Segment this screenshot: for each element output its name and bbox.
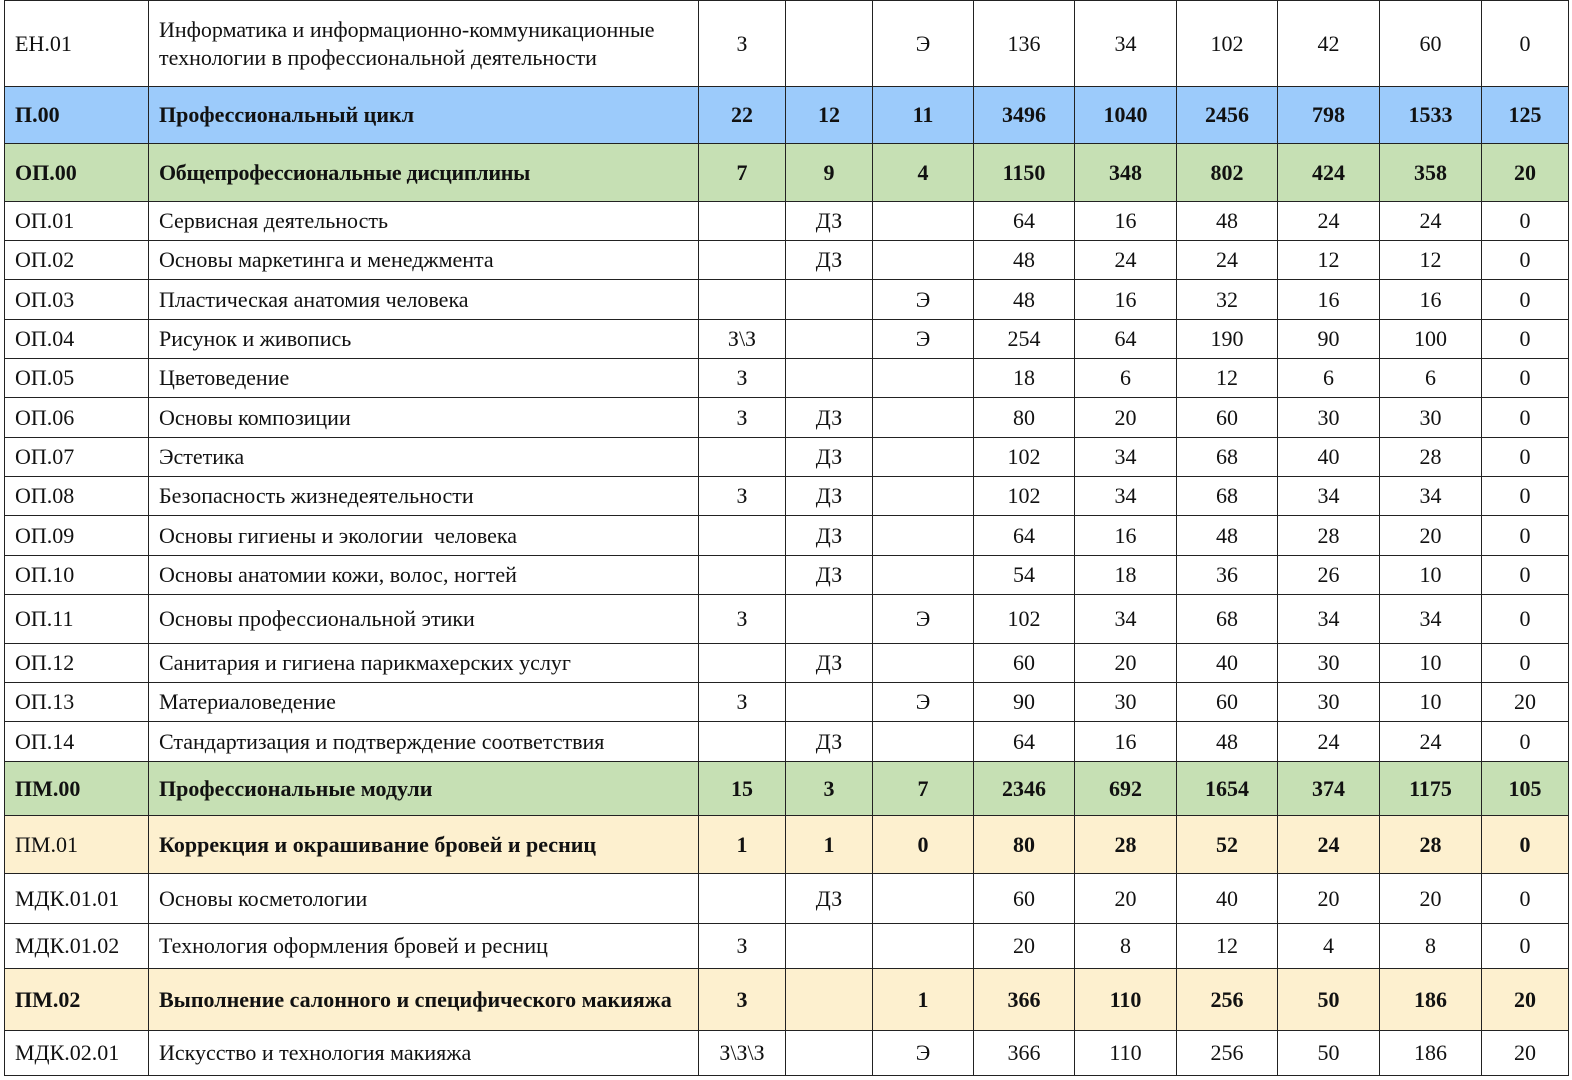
table-row — [5, 969, 1569, 1031]
exam-form-credit — [699, 202, 786, 241]
row-code: ОП.11 — [5, 595, 149, 644]
total-hours: 52 — [1177, 816, 1278, 874]
course-project-hours: 0 — [1482, 644, 1569, 683]
lecture-hours: 6 — [1278, 359, 1380, 398]
exam-form-exam — [873, 398, 974, 438]
total-hours: 256 — [1177, 1031, 1278, 1076]
self-study: 34 — [1075, 438, 1177, 477]
row-title: Общепрофессиональные дисциплины — [149, 144, 699, 202]
table-row — [5, 398, 1569, 438]
course-project-hours: 0 — [1482, 556, 1569, 595]
curriculum-table-body — [5, 1, 1569, 1076]
lecture-hours: 26 — [1278, 556, 1380, 595]
exam-form-exam — [873, 874, 974, 924]
row-code: ОП.03 — [5, 280, 149, 320]
row-code: ЕН.01 — [5, 1, 149, 87]
row-title: Стандартизация и подтверждение соответствия — [149, 722, 699, 762]
exam-form-diff-credit: ДЗ — [786, 241, 873, 280]
total-hours: 1654 — [1177, 762, 1278, 816]
max-load: 254 — [974, 320, 1075, 359]
self-study: 24 — [1075, 241, 1177, 280]
max-load: 64 — [974, 516, 1075, 556]
total-hours: 12 — [1177, 359, 1278, 398]
self-study: 6 — [1075, 359, 1177, 398]
table-row — [5, 477, 1569, 516]
exam-form-credit: З\З — [699, 320, 786, 359]
exam-form-diff-credit: 1 — [786, 816, 873, 874]
self-study: 34 — [1075, 1, 1177, 87]
lecture-hours: 50 — [1278, 1031, 1380, 1076]
course-project-hours: 20 — [1482, 1031, 1569, 1076]
total-hours: 40 — [1177, 644, 1278, 683]
exam-form-credit: 3 — [699, 969, 786, 1031]
total-hours: 2456 — [1177, 87, 1278, 144]
row-title: Основы композиции — [149, 398, 699, 438]
total-hours: 48 — [1177, 516, 1278, 556]
course-project-hours: 20 — [1482, 683, 1569, 722]
total-hours: 102 — [1177, 1, 1278, 87]
course-project-hours: 0 — [1482, 359, 1569, 398]
practice-hours: 186 — [1380, 969, 1482, 1031]
lecture-hours: 90 — [1278, 320, 1380, 359]
exam-form-diff-credit — [786, 683, 873, 722]
max-load: 366 — [974, 969, 1075, 1031]
row-title: Технология оформления бровей и ресниц — [149, 924, 699, 969]
total-hours: 32 — [1177, 280, 1278, 320]
course-project-hours: 0 — [1482, 595, 1569, 644]
row-title: Профессиональные модули — [149, 762, 699, 816]
lecture-hours: 16 — [1278, 280, 1380, 320]
exam-form-diff-credit: 9 — [786, 144, 873, 202]
practice-hours: 12 — [1380, 241, 1482, 280]
row-code: ОП.00 — [5, 144, 149, 202]
max-load: 60 — [974, 874, 1075, 924]
practice-hours: 34 — [1380, 477, 1482, 516]
exam-form-credit: 1 — [699, 816, 786, 874]
row-title: Основы косметологии — [149, 874, 699, 924]
course-project-hours: 0 — [1482, 874, 1569, 924]
row-title: Пластическая анатомия человека — [149, 280, 699, 320]
exam-form-credit — [699, 241, 786, 280]
practice-hours: 24 — [1380, 722, 1482, 762]
max-load: 1150 — [974, 144, 1075, 202]
table-row — [5, 202, 1569, 241]
max-load: 366 — [974, 1031, 1075, 1076]
exam-form-credit: 22 — [699, 87, 786, 144]
practice-hours: 34 — [1380, 595, 1482, 644]
row-title: Основы профессиональной этики — [149, 595, 699, 644]
row-code: МДК.02.01 — [5, 1031, 149, 1076]
self-study: 1040 — [1075, 87, 1177, 144]
row-code: ПМ.01 — [5, 816, 149, 874]
exam-form-exam: Э — [873, 683, 974, 722]
exam-form-exam — [873, 359, 974, 398]
max-load: 80 — [974, 398, 1075, 438]
total-hours: 60 — [1177, 683, 1278, 722]
table-row — [5, 874, 1569, 924]
practice-hours: 6 — [1380, 359, 1482, 398]
table-row — [5, 816, 1569, 874]
max-load: 48 — [974, 241, 1075, 280]
exam-form-diff-credit: ДЗ — [786, 644, 873, 683]
practice-hours: 24 — [1380, 202, 1482, 241]
max-load: 90 — [974, 683, 1075, 722]
practice-hours: 1533 — [1380, 87, 1482, 144]
row-title: Основы анатомии кожи, волос, ногтей — [149, 556, 699, 595]
total-hours: 60 — [1177, 398, 1278, 438]
self-study: 18 — [1075, 556, 1177, 595]
exam-form-diff-credit: ДЗ — [786, 398, 873, 438]
exam-form-credit — [699, 280, 786, 320]
lecture-hours: 24 — [1278, 202, 1380, 241]
row-title: Рисунок и живопись — [149, 320, 699, 359]
exam-form-exam: Э — [873, 595, 974, 644]
exam-form-credit — [699, 438, 786, 477]
course-project-hours: 0 — [1482, 241, 1569, 280]
table-row — [5, 1031, 1569, 1076]
row-title: Профессиональный цикл — [149, 87, 699, 144]
row-title: Искусство и технология макияжа — [149, 1031, 699, 1076]
course-project-hours: 0 — [1482, 816, 1569, 874]
self-study: 20 — [1075, 398, 1177, 438]
exam-form-exam: Э — [873, 320, 974, 359]
exam-form-exam: 1 — [873, 969, 974, 1031]
exam-form-exam: 11 — [873, 87, 974, 144]
exam-form-credit: З — [699, 359, 786, 398]
row-code: ПМ.02 — [5, 969, 149, 1031]
exam-form-exam — [873, 924, 974, 969]
table-row — [5, 924, 1569, 969]
exam-form-diff-credit: ДЗ — [786, 874, 873, 924]
course-project-hours: 0 — [1482, 516, 1569, 556]
exam-form-diff-credit: ДЗ — [786, 438, 873, 477]
course-project-hours: 0 — [1482, 722, 1569, 762]
exam-form-diff-credit: 12 — [786, 87, 873, 144]
max-load: 64 — [974, 722, 1075, 762]
total-hours: 256 — [1177, 969, 1278, 1031]
total-hours: 24 — [1177, 241, 1278, 280]
exam-form-credit — [699, 722, 786, 762]
exam-form-exam — [873, 556, 974, 595]
max-load: 2346 — [974, 762, 1075, 816]
total-hours: 40 — [1177, 874, 1278, 924]
self-study: 16 — [1075, 722, 1177, 762]
max-load: 20 — [974, 924, 1075, 969]
self-study: 16 — [1075, 202, 1177, 241]
row-code: ОП.05 — [5, 359, 149, 398]
table-row — [5, 644, 1569, 683]
max-load: 102 — [974, 477, 1075, 516]
exam-form-diff-credit: ДЗ — [786, 202, 873, 241]
row-title: Выполнение салонного и специфического макияжа — [149, 969, 699, 1031]
practice-hours: 10 — [1380, 644, 1482, 683]
course-project-hours: 0 — [1482, 202, 1569, 241]
row-code: МДК.01.02 — [5, 924, 149, 969]
self-study: 110 — [1075, 1031, 1177, 1076]
course-project-hours: 20 — [1482, 969, 1569, 1031]
row-title: Материаловедение — [149, 683, 699, 722]
row-title: Цветоведение — [149, 359, 699, 398]
row-code: ОП.14 — [5, 722, 149, 762]
lecture-hours: 50 — [1278, 969, 1380, 1031]
exam-form-diff-credit — [786, 1031, 873, 1076]
row-code: ОП.09 — [5, 516, 149, 556]
exam-form-exam: Э — [873, 1031, 974, 1076]
exam-form-diff-credit — [786, 595, 873, 644]
exam-form-exam: Э — [873, 1, 974, 87]
practice-hours: 100 — [1380, 320, 1482, 359]
exam-form-credit — [699, 556, 786, 595]
lecture-hours: 4 — [1278, 924, 1380, 969]
exam-form-credit — [699, 516, 786, 556]
max-load: 54 — [974, 556, 1075, 595]
row-code: ОП.07 — [5, 438, 149, 477]
exam-form-diff-credit: ДЗ — [786, 722, 873, 762]
practice-hours: 10 — [1380, 683, 1482, 722]
total-hours: 12 — [1177, 924, 1278, 969]
table-row — [5, 683, 1569, 722]
total-hours: 68 — [1177, 595, 1278, 644]
row-code: ОП.01 — [5, 202, 149, 241]
row-code: ОП.13 — [5, 683, 149, 722]
table-row — [5, 556, 1569, 595]
exam-form-diff-credit — [786, 1, 873, 87]
lecture-hours: 12 — [1278, 241, 1380, 280]
exam-form-exam — [873, 477, 974, 516]
exam-form-exam — [873, 202, 974, 241]
exam-form-diff-credit: 3 — [786, 762, 873, 816]
max-load: 136 — [974, 1, 1075, 87]
exam-form-diff-credit — [786, 280, 873, 320]
practice-hours: 28 — [1380, 816, 1482, 874]
total-hours: 36 — [1177, 556, 1278, 595]
course-project-hours: 20 — [1482, 144, 1569, 202]
exam-form-credit: З — [699, 1, 786, 87]
course-project-hours: 125 — [1482, 87, 1569, 144]
self-study: 64 — [1075, 320, 1177, 359]
exam-form-credit: З — [699, 595, 786, 644]
course-project-hours: 0 — [1482, 477, 1569, 516]
table-row — [5, 516, 1569, 556]
practice-hours: 20 — [1380, 516, 1482, 556]
self-study: 692 — [1075, 762, 1177, 816]
lecture-hours: 20 — [1278, 874, 1380, 924]
exam-form-diff-credit — [786, 320, 873, 359]
max-load: 48 — [974, 280, 1075, 320]
exam-form-credit: З — [699, 924, 786, 969]
self-study: 348 — [1075, 144, 1177, 202]
course-project-hours: 0 — [1482, 438, 1569, 477]
exam-form-exam — [873, 438, 974, 477]
row-code: ОП.04 — [5, 320, 149, 359]
row-title: Основы гигиены и экологии человека — [149, 516, 699, 556]
table-row — [5, 241, 1569, 280]
exam-form-diff-credit: ДЗ — [786, 556, 873, 595]
max-load: 80 — [974, 816, 1075, 874]
self-study: 16 — [1075, 280, 1177, 320]
exam-form-credit: 7 — [699, 144, 786, 202]
exam-form-credit: З — [699, 683, 786, 722]
lecture-hours: 424 — [1278, 144, 1380, 202]
exam-form-diff-credit: ДЗ — [786, 516, 873, 556]
self-study: 20 — [1075, 874, 1177, 924]
row-title: Санитария и гигиена парикмахерских услуг — [149, 644, 699, 683]
max-load: 60 — [974, 644, 1075, 683]
total-hours: 190 — [1177, 320, 1278, 359]
row-code: П.00 — [5, 87, 149, 144]
lecture-hours: 30 — [1278, 683, 1380, 722]
row-title: Сервисная деятельность — [149, 202, 699, 241]
exam-form-diff-credit — [786, 924, 873, 969]
row-code: ОП.08 — [5, 477, 149, 516]
lecture-hours: 40 — [1278, 438, 1380, 477]
total-hours: 48 — [1177, 722, 1278, 762]
row-code: ОП.02 — [5, 241, 149, 280]
practice-hours: 8 — [1380, 924, 1482, 969]
self-study: 34 — [1075, 595, 1177, 644]
self-study: 28 — [1075, 816, 1177, 874]
exam-form-exam: 0 — [873, 816, 974, 874]
self-study: 34 — [1075, 477, 1177, 516]
table-row — [5, 1, 1569, 87]
table-row — [5, 359, 1569, 398]
row-title: Информатика и информационно-коммуникационные технологии в профессиональной деятельности — [149, 1, 699, 87]
total-hours: 48 — [1177, 202, 1278, 241]
exam-form-diff-credit — [786, 359, 873, 398]
exam-form-exam — [873, 722, 974, 762]
self-study: 8 — [1075, 924, 1177, 969]
exam-form-exam — [873, 241, 974, 280]
practice-hours: 10 — [1380, 556, 1482, 595]
max-load: 3496 — [974, 87, 1075, 144]
course-project-hours: 105 — [1482, 762, 1569, 816]
table-row — [5, 438, 1569, 477]
practice-hours: 358 — [1380, 144, 1482, 202]
curriculum-table — [4, 0, 1569, 1076]
table-row — [5, 320, 1569, 359]
max-load: 64 — [974, 202, 1075, 241]
row-title: Безопасность жизнедеятельности — [149, 477, 699, 516]
total-hours: 68 — [1177, 477, 1278, 516]
exam-form-diff-credit: ДЗ — [786, 477, 873, 516]
practice-hours: 30 — [1380, 398, 1482, 438]
lecture-hours: 374 — [1278, 762, 1380, 816]
course-project-hours: 0 — [1482, 1, 1569, 87]
table-row — [5, 280, 1569, 320]
course-project-hours: 0 — [1482, 924, 1569, 969]
table-row — [5, 722, 1569, 762]
exam-form-credit: З — [699, 398, 786, 438]
lecture-hours: 798 — [1278, 87, 1380, 144]
exam-form-credit — [699, 644, 786, 683]
lecture-hours: 24 — [1278, 816, 1380, 874]
row-title: Коррекция и окрашивание бровей и ресниц — [149, 816, 699, 874]
exam-form-credit — [699, 874, 786, 924]
exam-form-credit: 15 — [699, 762, 786, 816]
total-hours: 68 — [1177, 438, 1278, 477]
row-code: МДК.01.01 — [5, 874, 149, 924]
max-load: 102 — [974, 595, 1075, 644]
max-load: 102 — [974, 438, 1075, 477]
practice-hours: 28 — [1380, 438, 1482, 477]
exam-form-exam — [873, 644, 974, 683]
row-code: ОП.12 — [5, 644, 149, 683]
row-code: ОП.10 — [5, 556, 149, 595]
row-code: ОП.06 — [5, 398, 149, 438]
lecture-hours: 24 — [1278, 722, 1380, 762]
row-title: Эстетика — [149, 438, 699, 477]
lecture-hours: 28 — [1278, 516, 1380, 556]
max-load: 18 — [974, 359, 1075, 398]
exam-form-credit: З\З\З — [699, 1031, 786, 1076]
exam-form-exam: 4 — [873, 144, 974, 202]
course-project-hours: 0 — [1482, 320, 1569, 359]
practice-hours: 186 — [1380, 1031, 1482, 1076]
exam-form-exam — [873, 516, 974, 556]
table-row — [5, 144, 1569, 202]
exam-form-exam: 7 — [873, 762, 974, 816]
practice-hours: 1175 — [1380, 762, 1482, 816]
table-row — [5, 595, 1569, 644]
practice-hours: 60 — [1380, 1, 1482, 87]
lecture-hours: 34 — [1278, 477, 1380, 516]
row-title: Основы маркетинга и менеджмента — [149, 241, 699, 280]
exam-form-exam: Э — [873, 280, 974, 320]
course-project-hours: 0 — [1482, 398, 1569, 438]
self-study: 30 — [1075, 683, 1177, 722]
table-row — [5, 87, 1569, 144]
lecture-hours: 42 — [1278, 1, 1380, 87]
course-project-hours: 0 — [1482, 280, 1569, 320]
table-row — [5, 762, 1569, 816]
practice-hours: 20 — [1380, 874, 1482, 924]
exam-form-diff-credit — [786, 969, 873, 1031]
total-hours: 802 — [1177, 144, 1278, 202]
self-study: 20 — [1075, 644, 1177, 683]
lecture-hours: 34 — [1278, 595, 1380, 644]
lecture-hours: 30 — [1278, 644, 1380, 683]
self-study: 110 — [1075, 969, 1177, 1031]
practice-hours: 16 — [1380, 280, 1482, 320]
row-code: ПМ.00 — [5, 762, 149, 816]
exam-form-credit: З — [699, 477, 786, 516]
self-study: 16 — [1075, 516, 1177, 556]
lecture-hours: 30 — [1278, 398, 1380, 438]
